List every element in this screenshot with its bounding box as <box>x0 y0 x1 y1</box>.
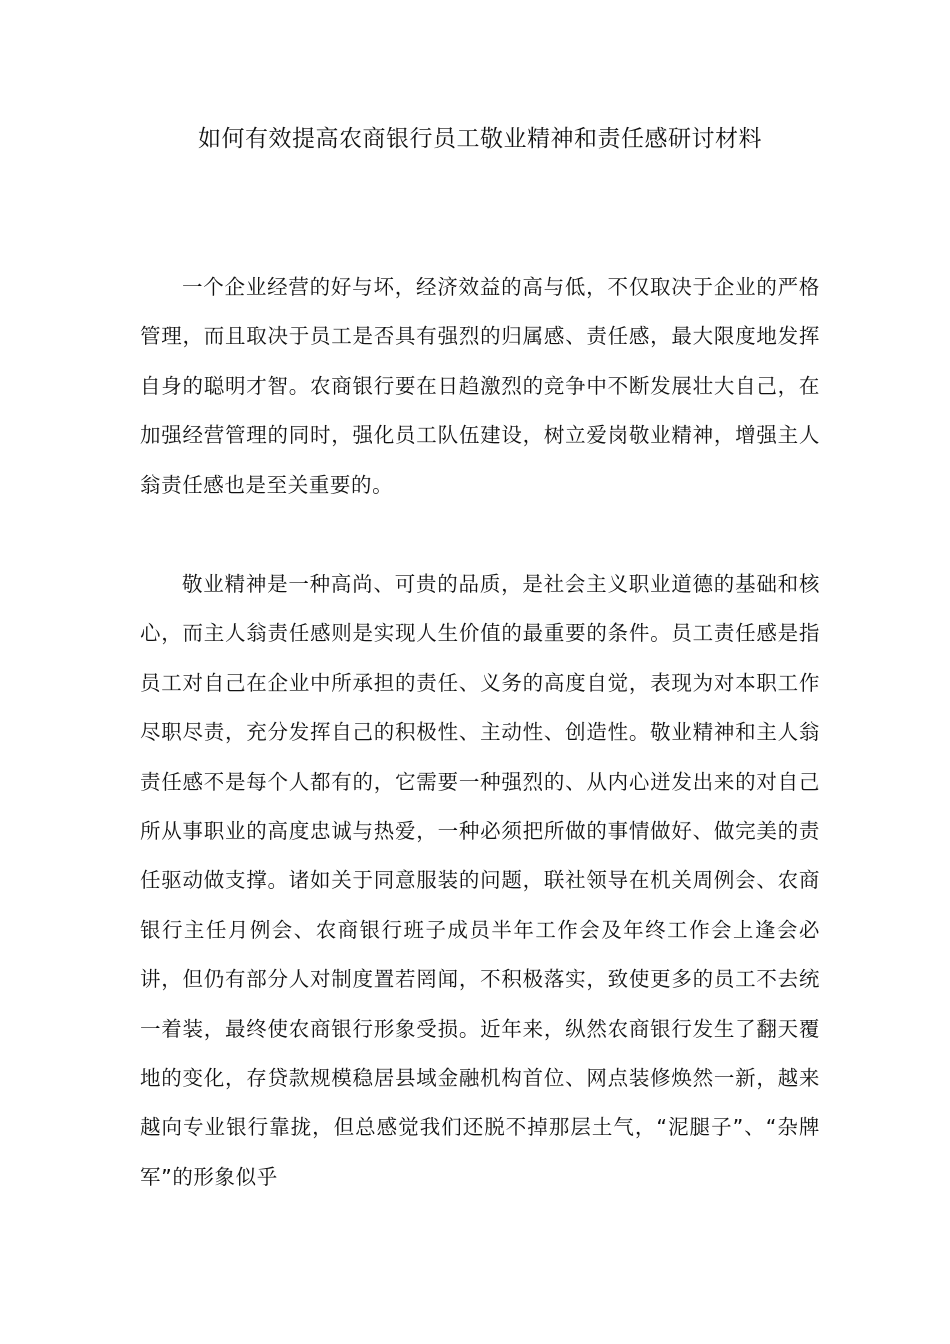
paragraph-1: 一个企业经营的好与坏，经济效益的高与低，不仅取决于企业的严格管理，而且取决于员工是否具有强烈的归属感、责任感，最大限度地发挥自身的聪明才智。农商银行要在日趋激烈的竞争中不断发展壮大自己，在加强经营管理的同时，强化员工队伍建设，树立爱岗敬业精神，增强主人翁责任感也是至关重要的。 <box>140 275 820 497</box>
document-title: 如何有效提高农商银行员工敬业精神和责任感研讨材料 <box>198 126 762 152</box>
paragraph-2: 敬业精神是一种高尚、可贵的品质，是社会主义职业道德的基础和核心，而主人翁责任感则是实现人生价值的最重要的条件。员工责任感是指员工对自己在企业中所承担的责任、义务的高度自觉，表现为对本职工作尽职尽责，充分发挥自己的积极性、主动性、创造性。敬业精神和主人翁责任感不是每个人都有的，它需要一种强烈的、从内心迸发出来的对自己所从事职业的高度忠诚与热爱，一种必须把所做的事情做好、做完美的责任驱动做支撑。诸如关于同意服装的问题，联社领导在机关周例会、农商银行主任月例会、农商银行班子成员半年工作会及年终工作会上逢会必讲，但仍有部分人对制度置若罔闻，不积极落实，致使更多的员工不去统一着装，最终使农商银行形象受损。近年来，纵然农商银行发生了翻天覆地的变化，存贷款规模稳居县域金融机构首位、网点装修焕然一新，越来越向专业银行靠拢，但总感觉我们还脱不掉那层土气，“泥腿子”、“杂牌军”的形象似乎 <box>140 572 820 1189</box>
